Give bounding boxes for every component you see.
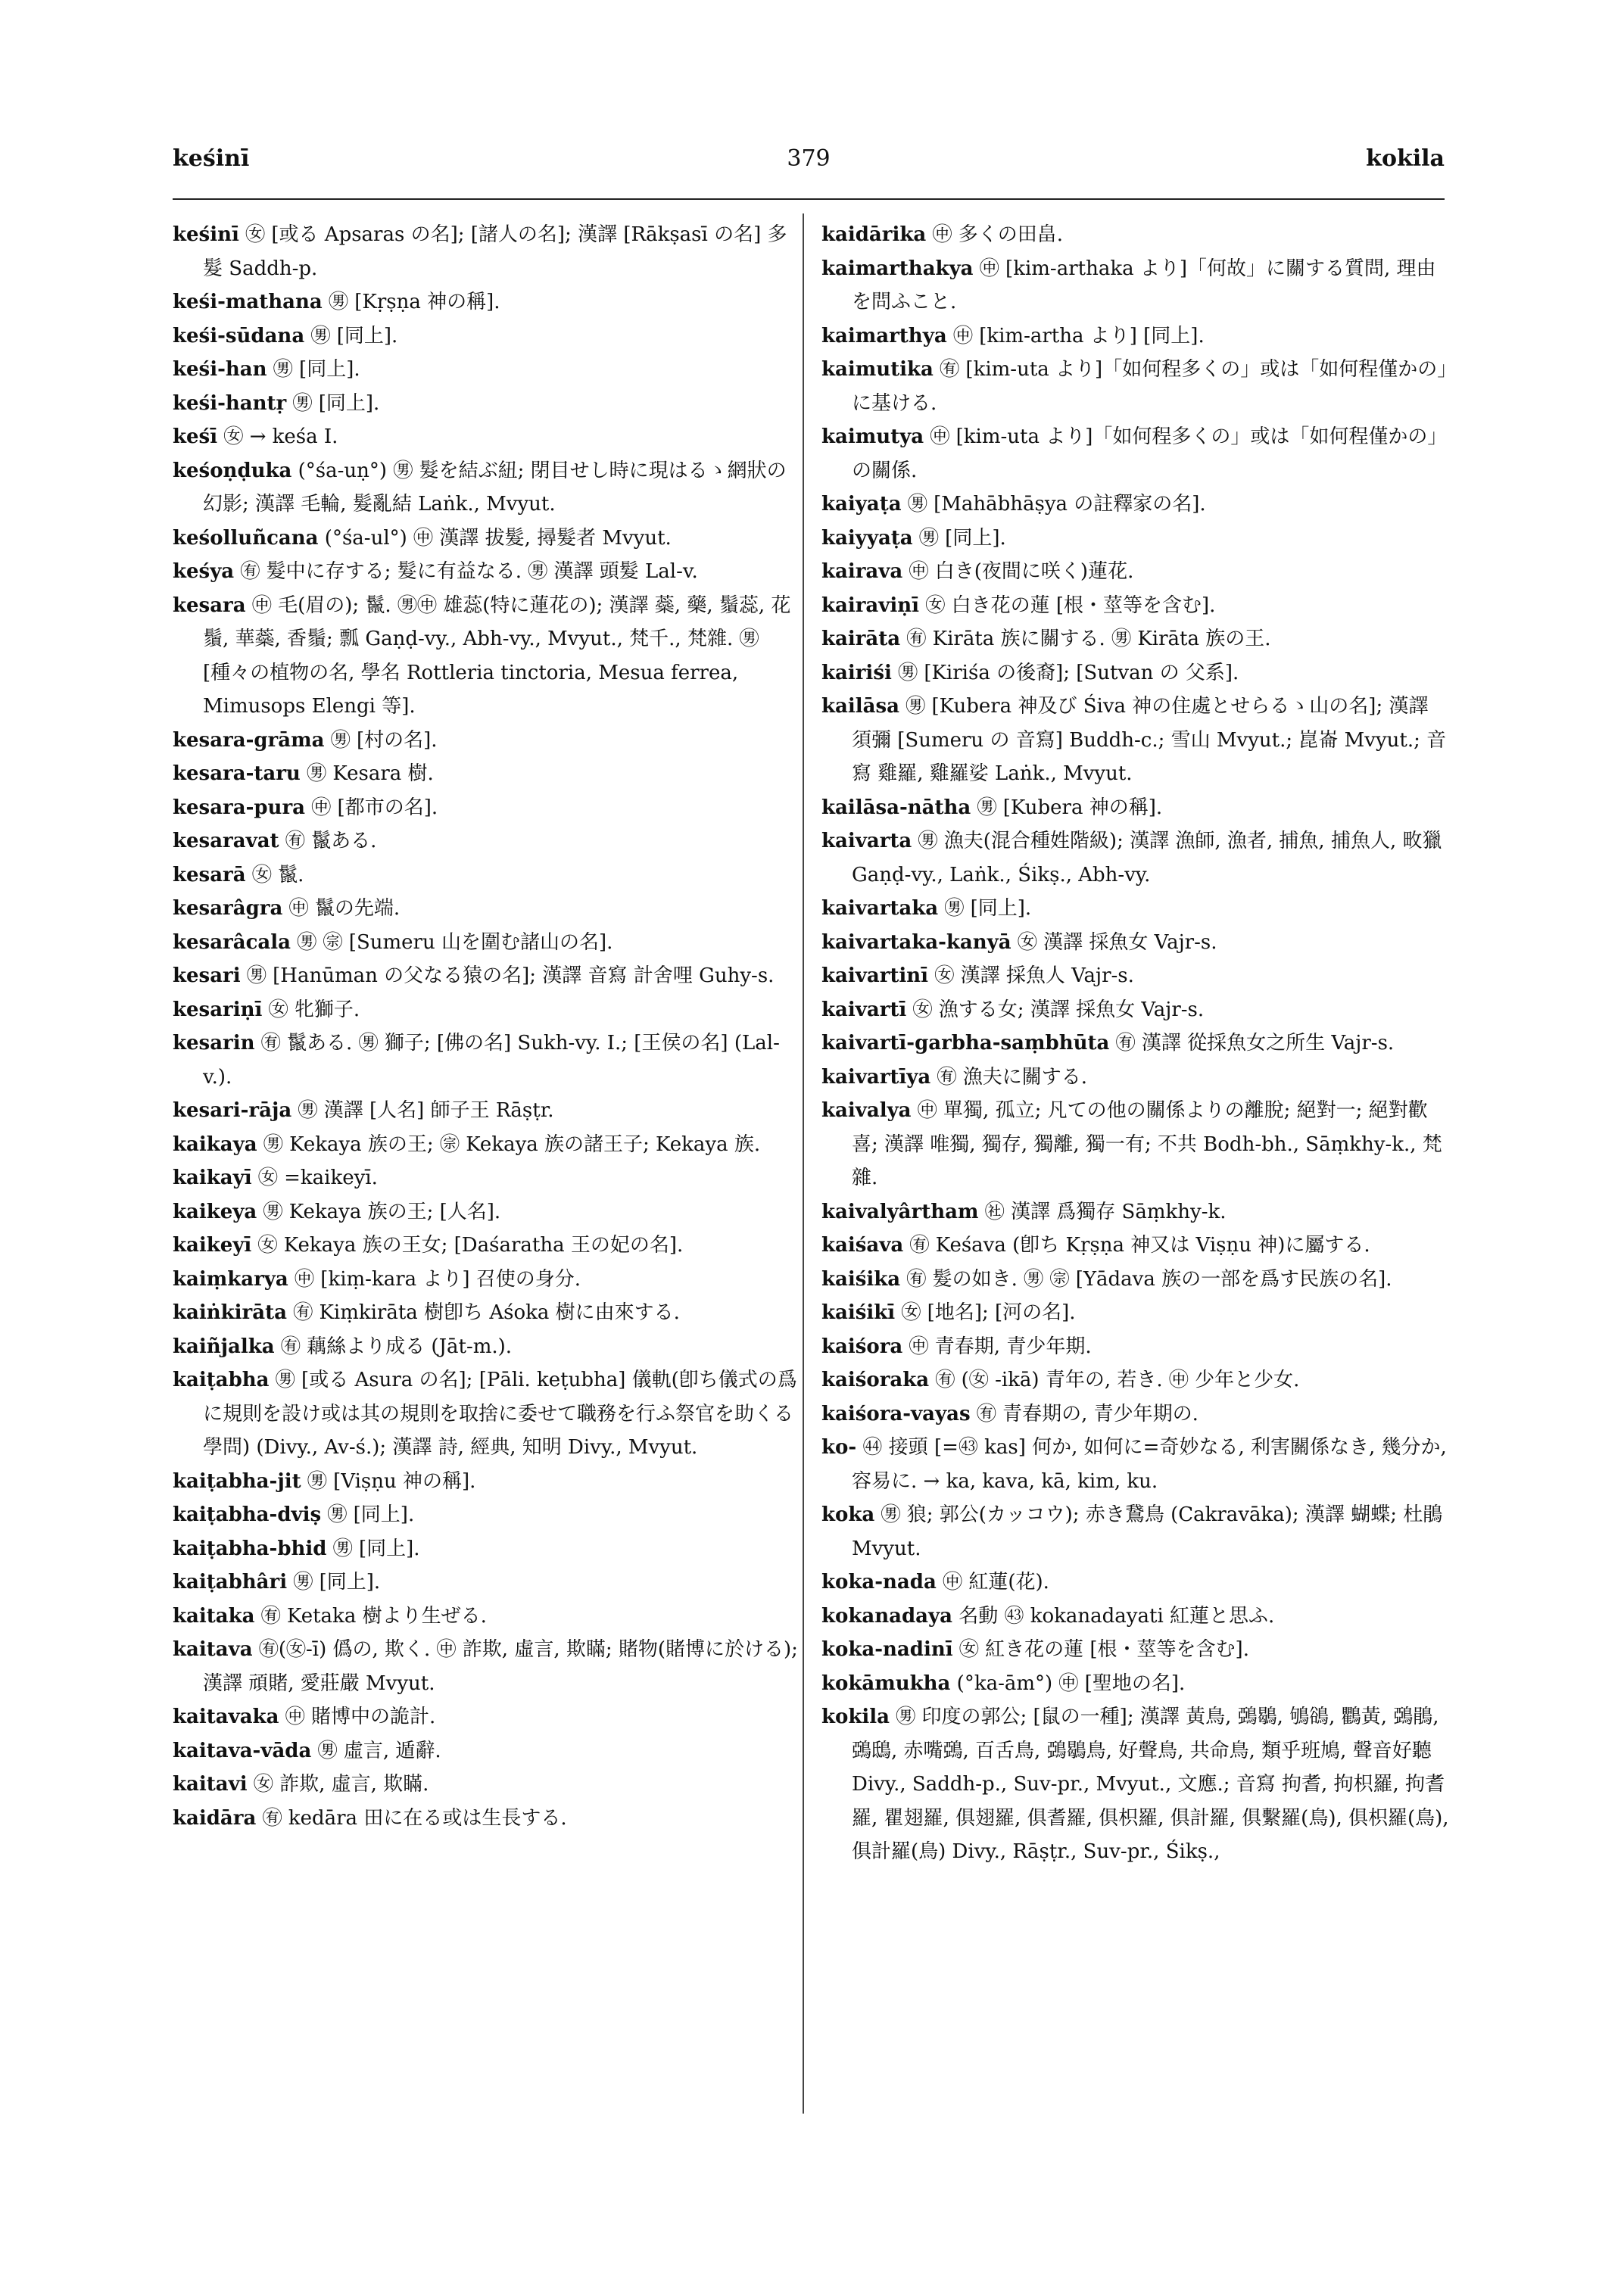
dictionary-entry [173,589,801,724]
dictionary-entry [173,1128,801,1162]
entry-definition: ㊚ [村の名]. [330,728,438,752]
dictionary-entry [821,1195,1450,1229]
entry-definition: ㊒ 髮中に存する; 髮に有益なる. ㊚ 漢譯 頭髮 Lal-v. [240,560,698,583]
entry-headword: kailāsa-nātha [821,796,971,819]
entry-definition: ㊥ 鬣の先端. [288,897,401,920]
dictionary-entry [173,1700,801,1734]
dictionary-entry [173,757,801,791]
entry-headword: kaiśikī [821,1301,896,1324]
dictionary-entry [821,1330,1450,1364]
entry-headword: kaivartī [821,998,907,1021]
entry-definition: ㊥ [都市の名]. [311,796,438,819]
entry-headword: kesara-taru [173,762,301,785]
entry-definition: ㊚ [同上]. [918,526,1006,550]
dictionary-entry [821,656,1450,690]
dictionary-entry [821,824,1450,892]
entry-headword: kaivartī-garbha-saṃbhūta [821,1032,1110,1055]
entry-definition: ㊒ 漢譯 從採魚女之所生 Vajr-s. [1115,1032,1395,1055]
dictionary-entry [173,454,801,522]
entry-headword: kesara [173,594,246,617]
dictionary-entry [821,1263,1450,1297]
entry-headword: kesara-grāma [173,728,325,752]
dictionary-entry [173,926,801,960]
entry-definition: ㊚ 狼; 郭公(カッコウ); 赤き鵞鳥 (Cakravāka); 漢譯 蝴蝶; 杜鵑 Mvyut. [852,1503,1443,1560]
entry-headword: kairava [821,560,903,583]
entry-definition: ㊛ 白き花の蓮 [根・莖等を含む]. [925,594,1216,617]
entry-headword: kaiṭabha [173,1369,270,1391]
entry-definition: ㊥ [kim-uta より]「如何程多くの」或は「如何程僅かの」の關係. [852,425,1448,482]
entry-headword: kesara-pura [173,796,306,819]
entry-definition: ㊛ 漢譯 採魚人 Vajr-s. [934,964,1134,987]
entry-definition: ㊚ [同上]. [310,324,398,347]
entry-headword: kaivartaka [821,897,939,920]
entry-headword: keśoṇḍuka [173,459,292,482]
entry-definition: ㊒ 髮の如き. ㊚ ㊪ [Yādava 族の一部を爲す民族の名]. [906,1267,1392,1291]
dictionary-entry [821,690,1450,791]
entry-headword: kaiṭabha-dviṣ [173,1503,322,1526]
entry-definition: ㊛ 詐欺, 虛言, 欺瞞. [253,1773,429,1796]
dictionary-entry [821,1061,1450,1095]
dictionary-entry [821,892,1450,926]
entry-headword: kaiśora-vayas [821,1402,971,1425]
entry-headword: keśi-hantṛ [173,391,287,415]
dictionary-entry [821,353,1450,420]
dictionary-entry [173,1465,801,1499]
left-running-headword: keśinī [173,145,250,172]
entry-definition: ㊥ [kim-arthaka より]「何故」に關する質問, 理由を問ふこと. [852,257,1436,313]
entry-headword: keśi-mathana [173,291,323,313]
entry-headword: kesarin [173,1032,255,1055]
dictionary-entry [173,1195,801,1229]
entry-headword: kesarā [173,863,246,886]
entry-headword: kaitava-vāda [173,1739,312,1762]
entry-definition: ㊒ (㊛ -ikā) 青年の, 若き. ㊥ 少年と少女. [935,1369,1300,1391]
entry-definition: ㊚ [Kubera 神の稱]. [977,796,1163,819]
entry-definition: ㊚ Kekaya 族の王; [人名]. [263,1200,501,1223]
dictionary-entry [821,1296,1450,1330]
entry-definition: ㊚ Kesara 樹. [307,762,434,785]
entry-headword: koka-nadinī [821,1638,953,1661]
entry-definition: ㊒ Kiṃkirāta 樹卽ち Aśoka 樹に由來する. [293,1301,680,1324]
dictionary-entry [173,1734,801,1768]
dictionary-entry [821,488,1450,522]
entry-definition: ㊓ 漢譯 爲獨存 Sāṃkhy-k. [984,1200,1227,1223]
dictionary-entry [173,387,801,421]
entry-headword: kaivarta [821,830,912,852]
entry-definition: ㊛ Kekaya 族の王女; [Daśaratha 王の妃の名]. [257,1234,684,1257]
dictionary-entry [173,522,801,556]
entry-definition: ㊚ [Hanūman の父なる猿の名]; 漢譯 音寫 計舍哩 Guhy-s. [246,964,775,987]
dictionary-entry [821,1397,1450,1432]
entry-definition: ㊛ → keśa I. [223,425,338,448]
entry-headword: keśī [173,425,218,448]
entry-headword: keśinī [173,223,239,246]
entry-definition: ㊒ kedāra 田に在る或は生長する. [262,1806,567,1830]
entry-definition: ㊛ 漁する女; 漢譯 採魚女 Vajr-s. [912,998,1205,1021]
entry-headword: kesari [173,964,241,987]
dictionary-entry [821,319,1450,354]
entry-headword: kaiśora [821,1335,903,1358]
entry-headword: kaivartinī [821,964,929,987]
left-column [173,218,801,1835]
entry-headword: keśolluñcana [173,526,319,550]
entry-definition: ㊚ 漁夫(混合種姓階級); 漢譯 漁師, 漁者, 捕魚, 捕魚人, 畋獵 Gaṇḍ-vy., Laṅk., Śikṣ., Abh-vy. [852,830,1442,886]
entry-definition: ㊒ 漁夫に關する. [937,1065,1088,1089]
entry-definition: ㊚ [Kṛṣṇa 神の稱]. [329,291,500,313]
dictionary-entry [821,1667,1450,1701]
dictionary-entry [173,319,801,354]
entry-headword: kesaravat [173,830,279,852]
entry-definition: ㊒(㊛-ī) 僞の, 欺く. ㊥ 詐欺, 虛言, 欺瞞; 賭物(賭博に於ける); 漢譯 頑賭, 愛莊嚴 Mvyut. [203,1638,798,1695]
entry-definition: ㊒ 青春期の, 青少年期の. [976,1402,1199,1425]
entry-headword: kesari-rāja [173,1099,292,1122]
entry-definition: ㊚ [同上]. [332,1537,420,1560]
dictionary-entry [173,1229,801,1263]
dictionary-entry [173,1161,801,1195]
entry-definition: ㊚ ㊪ [Sumeru 山を圍む諸山の名]. [297,930,613,954]
dictionary-entry [173,1633,801,1700]
entry-headword: kaiñjalka [173,1335,275,1358]
dictionary-entry [821,218,1450,252]
entry-headword: kaivartīya [821,1065,931,1089]
entry-headword: kaikayī [173,1167,252,1189]
entry-definition: 名動 ㊸ kokanadayati 紅蓮と思ふ. [959,1604,1275,1628]
dictionary-entry [173,1532,801,1566]
entry-headword: kesariṇī [173,998,263,1021]
dictionary-entry [173,791,801,825]
entry-definition: ㊒ 鬣ある. [285,830,377,852]
entry-definition: ㊚ [Viṣṇu 神の稱]. [307,1469,476,1493]
entry-definition: ㊚ [同上]. [293,1571,381,1594]
entry-headword: kaikaya [173,1132,257,1156]
entry-definition: ㊒ Ketaka 樹より生ぜる. [260,1604,487,1628]
entry-headword: kaiśava [821,1234,904,1257]
dictionary-entry [821,252,1450,319]
entry-headword: kaiṭabhâri [173,1571,288,1594]
page-number: 379 [787,145,831,172]
entry-definition: ㊥ 單獨, 孤立; 凡ての他の關係よりの離脫; 絕對一; 絕對歡喜; 漢譯 唯獨, 獨存, 獨離, 獨一有; 不共 Bodh-bh., Sāṃkhy-k., 梵雜. [852,1099,1442,1189]
entry-headword: kaiṃkarya [173,1267,288,1291]
entry-definition: ㊚ [Kubera 神及び Śiva 神の住處とせらるゝ山の名]; 漢譯 須彌 [Sumeru の 音寫] Buddh-c.; 雪山 Mvyut.; 崑崙 Mvyut.; 音寫 雞羅, 雞羅娑 Laṅk., Mvyut. [852,695,1447,785]
entry-headword: kaivalya [821,1099,912,1122]
dictionary-entry [821,555,1450,589]
dictionary-entry [821,926,1450,960]
dictionary-entry [173,218,801,285]
entry-definition: ㊚ [同上]. [292,391,380,415]
dictionary-entry [173,285,801,319]
dictionary-entry [173,555,801,589]
entry-definition: ㊚ [同上]. [327,1503,415,1526]
entry-definition: (°ka-ām°) ㊥ [聖地の名]. [956,1671,1186,1695]
entry-definition: ㊚ 印度の郭公; [鼠の一種]; 漢譯 黃鳥, 鵶鶡, 鴝鵒, 鸜黃, 鵶鵑, 鵶鴟, 赤嘴鵶, 百舌鳥, 鵶鶡鳥, 好聲鳥, 共命鳥, 類乎班鳩, 聲音好聽 Divy., Saddh-p., Suv-pr., Mvyut., 文應.; 音寫 拘耆, 拘枳羅, 拘耆羅, 瞿翅羅, 俱翅羅, 俱耆羅, 俱枳羅, 俱計羅, 俱繫羅(鳥), 俱枳羅(鳥), 俱計羅(鳥) Divy., Rāṣṭr., Suv-pr., Śikṣ., [852,1706,1449,1863]
dictionary-entry [173,1094,801,1128]
dictionary-entry [821,622,1450,656]
entry-definition: ㊥ [kiṃ-kara より] 召使の身分. [295,1267,581,1291]
entry-definition: ㊥ [kim-artha より] [同上]. [952,324,1205,347]
entry-headword: ko- [821,1436,857,1459]
dictionary-entry [821,522,1450,556]
dictionary-entry [821,1027,1450,1061]
entry-definition: ㊛ [地名]; [河の名]. [901,1301,1076,1324]
right-running-headword: kokila [1366,145,1445,172]
entry-definition: ㊛ [或る Apsaras の名]; [諸人の名]; 漢譯 [Rākṣasī の名] 多髮 Saddh-p. [203,223,787,280]
entry-definition: ㊛ 漢譯 採魚女 Vajr-s. [1017,930,1217,954]
entry-headword: koka-nada [821,1571,937,1594]
dictionary-entry [173,1566,801,1600]
dictionary-entry [173,858,801,893]
dictionary-entry [173,420,801,454]
entry-headword: kaidāra [173,1806,257,1830]
entry-definition: ㊚ 漢譯 [人名] 師子王 Rāṣṭr. [298,1099,554,1122]
dictionary-entry [821,1633,1450,1667]
entry-headword: kairāta [821,628,901,650]
dictionary-entry [821,959,1450,993]
dictionary-entry [173,892,801,926]
entry-headword: kaitavi [173,1773,248,1796]
entry-definition: ㊥ 多くの田畠. [932,223,1063,246]
dictionary-entry [821,791,1450,825]
entry-definition: ㊚ [Mahābhāṣya の註釋家の名]. [907,493,1206,516]
entry-definition: ㊒ 鬣ある. ㊚ 獅子; [佛の名] Sukh-vy. I.; [王侯の名] (Lal-v.). [203,1032,780,1089]
entry-headword: keśya [173,560,235,583]
entry-definition: ㊚ [同上]. [944,897,1032,920]
dictionary-entry [821,1566,1450,1600]
entry-headword: keśi-sūdana [173,324,305,347]
dictionary-entry [173,1802,801,1836]
dictionary-entry [173,1263,801,1297]
entry-definition: ㊒ 藕絲より成る (Jāt-m.). [280,1335,513,1358]
entry-definition: ㊥ 青春期, 青少年期. [909,1335,1092,1358]
entry-definition: ㊚ [或る Asura の名]; [Pāli. keṭubha] 儀軌(卽ち儀式の爲に規則を設け或は其の規則を取捨に委せて職務を行ふ祭官を助くる學問) (Divy., Av-ś.); 漢譯 詩, 經典, 知明 Divy., Mvyut. [203,1369,797,1459]
entry-definition: ㊹ 接頭 [=㊸ kas] 何か, 如何に=奇妙なる, 利害關係なき, 幾分か, 容易に. → ka, kava, kā, kim, ku. [852,1436,1447,1493]
entry-headword: kaimutika [821,358,934,381]
entry-headword: kaitaka [173,1604,255,1628]
entry-definition: ㊒ Keśava (卽ち Kṛṣṇa 神又は Viṣṇu 神)に屬する. [909,1234,1370,1257]
entry-headword: kokanadaya [821,1604,952,1628]
dictionary-entry [821,993,1450,1027]
entry-definition: ㊥ 紅蓮(花). [943,1571,1049,1594]
entry-definition: ㊛ =kaikeyī. [257,1167,378,1189]
entry-headword: kaitava [173,1638,253,1661]
dictionary-entry [821,1700,1450,1869]
dictionary-entry [821,1094,1450,1195]
entry-headword: kairiśi [821,661,892,684]
dictionary-entry [173,1296,801,1330]
entry-headword: kokāmukha [821,1671,951,1695]
entry-headword: kaimarthya [821,324,947,347]
dictionary-entry [821,1498,1450,1566]
entry-headword: kesarâgra [173,897,283,920]
dictionary-entry [173,993,801,1027]
dictionary-entry [173,824,801,858]
entry-headword: kaiyyaṭa [821,526,913,550]
entry-headword: kaitavaka [173,1706,279,1728]
entry-definition: ㊛ 牝獅子. [268,998,360,1021]
entry-headword: kaidārika [821,223,927,246]
entry-definition: ㊒ Kirāta 族に關する. ㊚ Kirāta 族の王. [906,628,1271,650]
page-header [173,145,1445,188]
dictionary-entry [821,1431,1450,1498]
entry-definition: ㊥ 賭博中の詭計. [285,1706,436,1728]
entry-headword: kaikeya [173,1200,257,1223]
entry-headword: kaiṭabha-jit [173,1469,301,1493]
entry-definition: ㊚ [同上]. [273,358,360,381]
dictionary-entry [173,959,801,993]
entry-headword: kailāsa [821,695,899,718]
entry-definition: ㊚ 虛言, 遁辭. [317,1739,441,1762]
entry-definition: ㊛ 紅き花の蓮 [根・莖等を含む]. [959,1638,1249,1661]
entry-headword: kaivalyârtham [821,1200,979,1223]
entry-definition: ㊥ 白き(夜間に咲く)蓮花. [909,560,1134,583]
entry-definition: ㊚ Kekaya 族の王; ㊪ Kekaya 族の諸王子; Kekaya 族. [263,1132,761,1156]
entry-headword: kaikeyī [173,1234,252,1257]
entry-headword: keśi-han [173,358,267,381]
dictionary-entry [821,1600,1450,1634]
dictionary-entry [173,1768,801,1802]
entry-definition: ㊛ 鬣. [251,863,304,886]
right-column [821,218,1450,1869]
dictionary-entry [173,724,801,758]
entry-headword: kaiśika [821,1267,901,1291]
entry-definition: ㊥ 毛(眉の); 鬣. ㊚㊥ 雄蕊(特に蓮花の); 漢譯 蘂, 藥, 鬚蕊, 花鬚, 華蘂, 香鬚; 瓢 Gaṇḍ-vy., Abh-vy., Mvyut., 梵千., 梵雜. ㊚ [種々の植物の名, 學名 Rottleria tinctoria, Mesua ferrea, Mimusops Elengi 等]. [203,594,791,718]
entry-headword: kaiṅkirāta [173,1301,287,1324]
entry-headword: kaivartaka-kanyā [821,930,1011,954]
entry-headword: kairaviṇī [821,594,920,617]
header-rule [173,198,1445,200]
column-divider [803,213,804,2114]
dictionary-entry [173,1363,801,1465]
entry-headword: kaimarthakya [821,257,974,280]
entry-headword: kaiyaṭa [821,493,902,516]
entry-definition: ㊒ [kim-uta より]「如何程多くの」或は「如何程僅かの」に基ける. [852,358,1448,415]
dictionary-entry [173,1027,801,1094]
dictionary-entry [173,1498,801,1532]
entry-headword: kokila [821,1706,890,1728]
entry-headword: koka [821,1503,875,1526]
dictionary-entry [821,1229,1450,1263]
dictionary-entry [173,1330,801,1364]
entry-definition: (°śa-ul°) ㊥ 漢譯 拔髮, 撏髮者 Mvyut. [324,526,672,550]
entry-definition: (°śa-uṇ°) ㊚ 髮を結ぶ紐; 閉目せし時に現はるゝ網狀の幻影; 漢譯 毛輪, 髮亂結 Laṅk., Mvyut. [203,459,787,516]
dictionary-entry [173,1600,801,1634]
dictionary-entry [821,420,1450,488]
dictionary-entry [821,589,1450,623]
entry-headword: kaiśoraka [821,1369,930,1391]
dictionary-entry [173,353,801,387]
entry-headword: kaimutya [821,425,924,448]
entry-definition: ㊚ [Kiriśa の後裔]; [Sutvan の 父系]. [898,661,1239,684]
entry-headword: kaiṭabha-bhid [173,1537,327,1560]
entry-headword: kesarâcala [173,930,291,954]
dictionary-entry [821,1363,1450,1397]
